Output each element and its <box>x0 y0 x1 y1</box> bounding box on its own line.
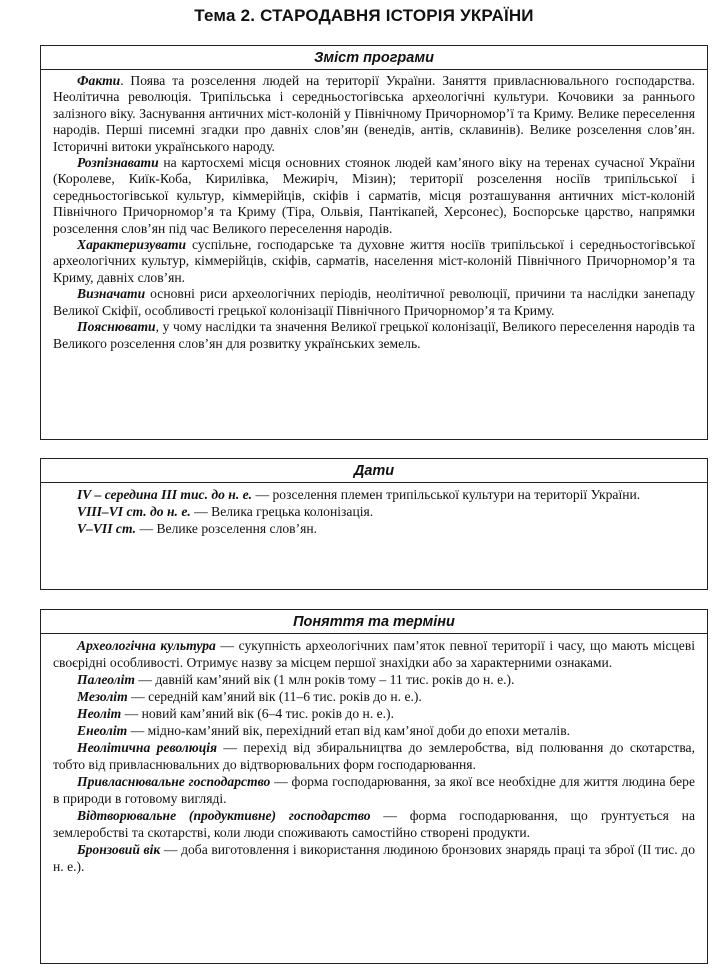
dates-heading: Дати <box>41 459 707 483</box>
term-item <box>53 841 695 875</box>
program-item <box>53 237 695 286</box>
page-title: Тема 2. СТАРОДАВНЯ ІСТОРІЯ УКРАЇНИ <box>194 6 534 25</box>
program-term: Визначати <box>77 286 146 302</box>
program-item <box>53 73 695 155</box>
program-text: , у чому наслідки та значення Великої грецької колонізації, Великого переселення народів та Великого розселення слов’ян для розвитку українських земель. <box>53 319 695 351</box>
date-term: V–VII ст. <box>77 521 137 536</box>
term-name: Мезоліт <box>77 689 128 704</box>
term-name: Привласнювальне господарство <box>77 774 271 789</box>
term-name: Палеоліт <box>77 672 135 687</box>
date-text: — розселення племен трипільської культури на території України. <box>252 487 641 502</box>
program-text: суспільне, господарське та духовне життя носіїв трипільської і середньостогівської археологічних культур, кіммерійців, скіфів, сарматів, населення міст-колоній Північного Причорномор’я та Криму, давніх слов’ян. <box>53 237 695 285</box>
program-text: на картосхемі місця основних стоянок людей кам’яного віку на теренах сучасної України (Королеве, Киїк-Коба, Кирилівка, Межиріч, Мізин); території розселення носіїв трипільської і середньостогівської культур, кіммерійців, скіфів і сарматів, місця розташування античних міст-колоній Північного Причорномор’я та Криму (Тіра, Ольвія, Пантікапей, Херсонес), Боспорське царство, напрямки розселення слов’ян під час Великого переселення народів. <box>53 155 695 236</box>
program-term: Факти <box>77 73 121 88</box>
term-definition: — середній кам’яний вік (11–6 тис. років до н. е.). <box>127 689 422 704</box>
program-text: основні риси археологічних періодів, неолітичної революції, причини та наслідки занепаду Великої Скіфії, особливості грецької колонізації Північного Причорномор’я та Криму. <box>53 286 695 318</box>
date-term: VIII–VI ст. до н. е. <box>77 504 191 519</box>
term-name: Неоліт <box>77 706 122 721</box>
term-item <box>53 807 695 841</box>
term-definition: — форма господарювання, за якої все необхідне для життя людина бере в природи в готовому вигляді. <box>53 774 695 806</box>
term-item <box>53 739 695 773</box>
term-definition: — мідно-кам’яний вік, перехідний етап від кам’яної доби до епохи металів. <box>127 723 571 738</box>
term-item <box>53 722 695 739</box>
term-name: Енеоліт <box>77 723 128 738</box>
date-term: IV – середина III тис. до н. е. <box>77 487 253 502</box>
term-definition: — доба виготовлення і використання людиною бронзових знарядь праці та зброї (II тис. до н. е.). <box>53 842 696 874</box>
term-item <box>53 773 695 807</box>
program-term: Розпізнавати <box>77 155 159 171</box>
term-definition: — давній кам’яний вік (1 млн років тому – 11 тис. років до н. е.). <box>135 672 515 687</box>
dates-box <box>40 458 708 590</box>
term-definition: — перехід від збиральництва до землеробства, від полювання до скотарства, тобто від привласнювальних до відтворювальних форм господарювання. <box>53 740 695 772</box>
program-item <box>53 155 695 237</box>
term-name: Археологічна культура <box>77 638 216 653</box>
term-name: Неолітична революція <box>77 740 218 755</box>
program-item <box>53 319 695 352</box>
program-text: . Поява та розселення людей на території України. Заняття привласнювального господарства. Неолітична революція. Трипільська і середньостогівська археологічні культури. Кочовики за раннього залізного віку. Заснування античних міст-колоній у Північному Причорномор’ї та Криму. Велике переселення народів. Перші писемні згадки про давніх слов’ян (венедів, антів, склавинів). Велике розселення слов’ян. Історичні витоки українського народу. <box>53 73 695 154</box>
term-name: Бронзовий вік <box>77 842 161 857</box>
terms-box <box>40 609 708 964</box>
program-term: Характеризувати <box>77 237 187 253</box>
program-item <box>53 286 695 319</box>
term-definition: — форма господарювання, що ґрунтується на землеробстві та скотарстві, коли люди споживають самостійно створені продукти. <box>53 808 695 840</box>
terms-heading: Поняття та терміни <box>41 610 707 634</box>
date-text: — Велика грецька колонізація. <box>190 504 374 519</box>
program-term: Пояснювати <box>77 319 156 335</box>
term-item <box>53 705 695 722</box>
date-text: — Велике розселення слов’ян. <box>136 521 318 536</box>
date-item <box>53 503 695 520</box>
program-box <box>40 45 708 440</box>
date-item <box>53 486 695 503</box>
date-item <box>53 520 695 537</box>
term-item <box>53 671 695 688</box>
program-heading: Зміст програми <box>41 46 707 70</box>
term-item <box>53 637 695 671</box>
term-name: Відтворювальне (продуктивне) господарство <box>77 808 371 823</box>
term-definition: — новий кам’яний вік (6–4 тис. років до н. е.). <box>121 706 394 721</box>
term-item <box>53 688 695 705</box>
term-definition: — сукупність археологічних пам’яток певної території і часу, що мають місцеві своєрідні особливості. Отримує назву за місцем першої знахідки або за характерними ознаками. <box>53 638 696 670</box>
